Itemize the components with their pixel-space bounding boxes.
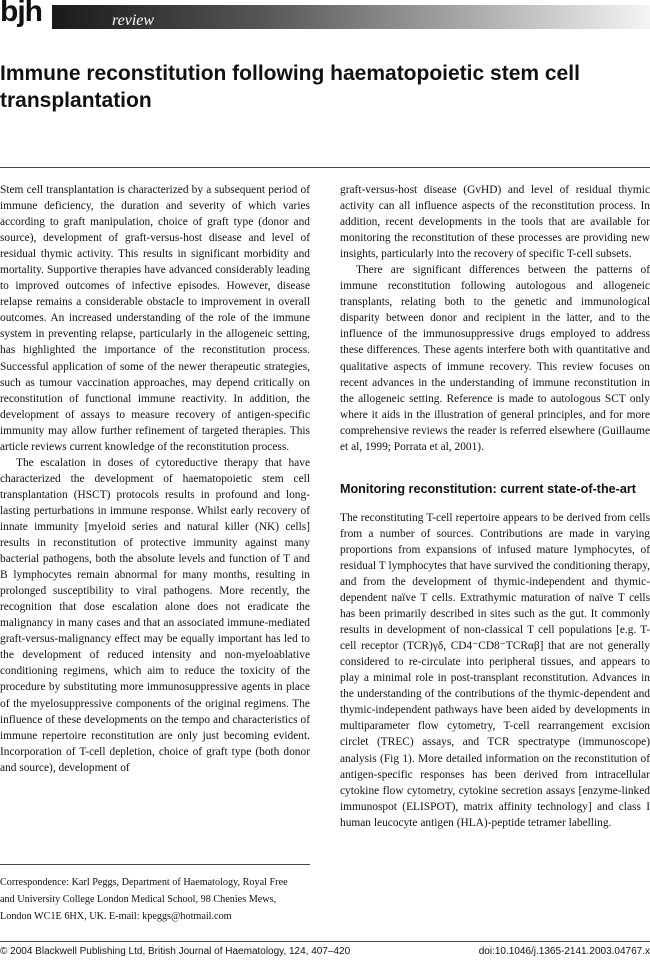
doi-link[interactable]: doi:10.1046/j.1365-2141.2003.04767.x [478, 946, 650, 957]
section-heading: Monitoring reconstitution: current state-of-the-art [340, 481, 636, 496]
correspondence-line: Correspondence: Karl Peggs, Department of Haematology, Royal Free [0, 877, 288, 888]
correspondence-line: London WC1E 6HX, UK. E-mail: kpeggs@hotmail.com [0, 911, 232, 922]
right-column [340, 182, 650, 831]
body-paragraph: graft-versus-host disease (GvHD) and level of residual thymic activity can all influence aspects of the reconstitution process. In addition, recent developments in the tools that are available for monitoring the reconstitution of these processes are providing new insights, particularly into the recovery of specific T-cell subsets. [340, 184, 650, 261]
correspondence-line: and University College London Medical School, 98 Chenies Mews, [0, 894, 277, 905]
journal-logo: bjh [0, 0, 42, 28]
correspondence-divider [0, 864, 310, 865]
correspondence [0, 874, 310, 925]
journal-header [0, 0, 650, 28]
intro-paragraph: Stem cell transplantation is characterized by a subsequent period of immune deficiency, the duration and severity of which varies according to graft manipulation, choice of graft type (donor and source), development of graft-versus-host disease and level of residual thymic activity. This results in significant morbidity and mortality. Supportive therapies have advanced considerably leading to improved outcomes of infective episodes. However, disease relapse remains a considerable obstacle to improvement in overall outcomes. An increased understanding of the role of the immune system in preventing relapse, particularly in the allogeneic setting, has highlighted the importance of the reconstitution process. Successful application of some of the newer therapeutic strategies, such as tumour vaccination approaches, may depend critically on reconstitution of functional immune reactivity. In addition, the development of assays to measure recovery of antigen-specific immunity may allow further refinement of targeted therapies. This article reviews current knowledge of the reconstitution process. [0, 184, 310, 453]
section-label: review [112, 12, 155, 29]
body-paragraph: The escalation in doses of cytoreductive therapy that have characterized the development of haematopoietic stem cell transplantation (HSCT) protocols results in profound and long-lasting perturbations in immune response. Whilst early recovery of innate immunity [myeloid series and natural killer (NK) cells] results in reconstitution of protective immunity against many bacterial pathogens, both the absolute levels and function of T and B lymphocytes remain abnormal for many months, resulting in prolonged susceptibility to viral pathogens. More recently, the recognition that dose escalation alone does not eradicate the malignancy in many cases and that an associated immune-mediated graft-versus-malignancy effect may be equally important has led to the development of reduced intensity and non-myeloablative conditioning regimens, which aim to reduce the toxicity of the procedure by substituting more immunosuppressive agents in place of the myelosuppressive components of the original regimens. The influence of these developments on the tempo and characteristics of immune repertoire reconstitution are only just becoming evident. Incorporation of T-cell depletion, choice of graft type (both donor and source), development of [0, 456, 310, 774]
header-gradient-bar [52, 5, 650, 29]
article-title: Immune reconstitution following haematopoietic stem cell transplantation [0, 62, 580, 112]
section-paragraph: The reconstituting T-cell repertoire appears to be derived from cells from a number of sources. Contributions are made in varying proportions from expansions of infused mature lymphocytes, of residual T lymphocytes that have survived the conditioning therapy, and from the development of thymic-independent and thymic-dependent naïve T cells. Extrathymic maturation of naïve T cells has been primarily described in sites such as the gut. It commonly results in development of non-classical T cell populations [e.g. T-cell receptor (TCR)γδ, CD4⁻CD8⁻TCRαβ] that are not generally considered to re-circulate into peripheral tissues, and appears to play a minimal role in post-transplant reconstitution. Advances in the understanding of the contributions of the thymic-dependent and thymic-independent pathways have been aided by developments in multiparameter flow cytometry, T-cell rearrangement excision circlet (TREC) assays, and TCR spectratype (immunoscope) analysis (Fig 1). More detailed information on the reconstitution of antigen-specific responses has been derived from intracellular cytokine flow cytometry, cytokine secretion assays [enzyme-linked immunospot (ELISPOT), matrix affinity technology] and class I human leucocyte antigen (HLA)-peptide tetramer labelling. [340, 511, 650, 829]
body-paragraph: There are significant differences between the patterns of immune reconstitution following autologous and allogeneic transplants, relating both to the genetic and immunological disparity between donor and recipient in the latter, and to the influence of the immunosuppressive drugs employed to address these differences. These agents interfere both with quantitative and qualitative aspects of immune recovery. This review focuses on recent advances in the understanding of immune reconstitution in the allogeneic setting. Reference is made to autologous SCT only where it aids in the illustration of general principles, and for more comprehensive reviews the reader is referred elsewhere (Guillaume et al, 1999; Porrata et al, 2001). [340, 264, 650, 453]
title-divider [0, 167, 650, 168]
footer-divider [0, 941, 650, 942]
left-column [0, 182, 310, 776]
copyright-line: © 2004 Blackwell Publishing Ltd, British Journal of Haematology, 124, 407–420 [0, 946, 351, 957]
